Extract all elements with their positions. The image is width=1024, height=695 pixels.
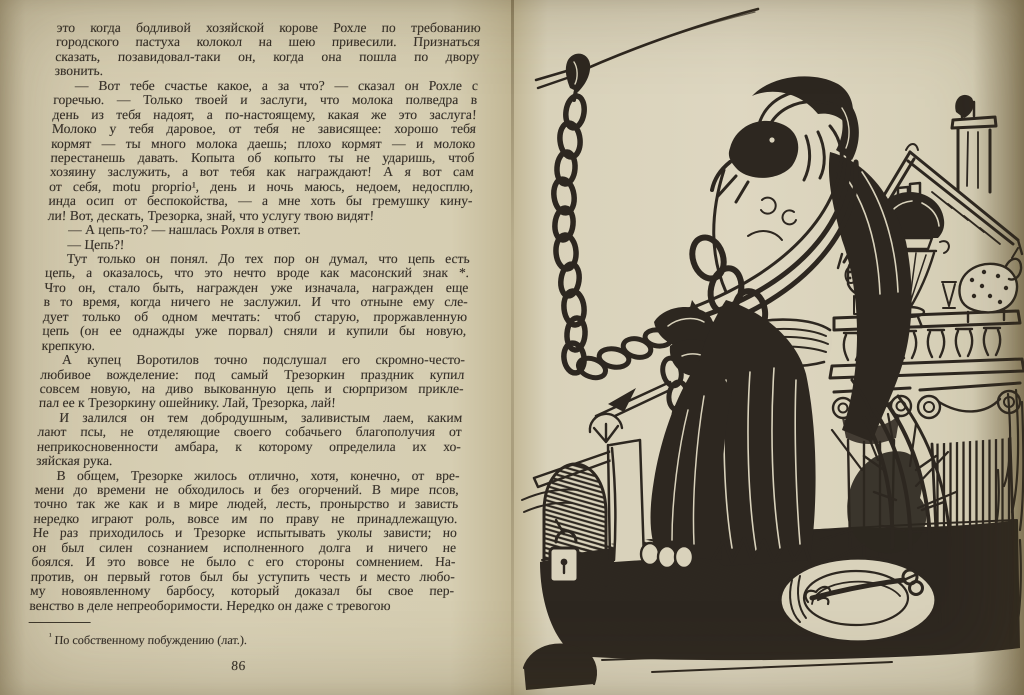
text-line: Не раз приходилось и Трезорке испытывать уколы зависти; но	[32, 525, 458, 541]
text-line: венство в деле непреоборимости. Нередко он даже с тревогою	[29, 597, 392, 613]
text-line: от себя, motu proprio¹, день и ночь маюсь, недоем, недосплю,	[48, 178, 474, 194]
chimney-art	[952, 95, 996, 192]
paragraph	[29, 469, 460, 613]
text-line: В общем, Трезорке жилось отлично, хотя, конечно, от вре-	[56, 467, 460, 483]
column-shaft-right-art	[932, 438, 1016, 626]
text-line: — Вот тебе счастье какое, а за что? — сказал он Рохле с	[74, 77, 479, 93]
footnote-separator	[29, 622, 91, 623]
text-line: перестанешь давать. Копыта об копыто ты не ударишь, чтоб	[50, 149, 475, 165]
text-line: точно так же как и в мире людей, лесть, пронырство и зависть	[33, 496, 459, 512]
paragraph	[41, 252, 470, 353]
text-line: И залился он тем добродушным, заливистым лаем, каким	[58, 409, 463, 425]
text-line: звонить.	[54, 63, 104, 79]
paragraph	[54, 21, 481, 79]
text-line: хозяину заслужить, а вот тебя как награждают! А я вот сам	[49, 164, 475, 180]
text-line: лают псы, не отделяющие своего собачьего благополучия от	[37, 424, 462, 440]
paragraph	[47, 223, 472, 237]
paragraph	[36, 411, 463, 469]
text-line: городского пастуха колокол на шею привесили. Признаться	[55, 34, 481, 50]
text-line: против, он первый готов был бы уступить честь и место любо-	[30, 568, 456, 584]
text-line: дует только об одном мечтать: чтоб старую, проржавленную	[42, 308, 468, 324]
text-line: это когда бодливой хозяйской корове Рохле по требованию	[56, 20, 482, 35]
dog-paw-art	[641, 543, 693, 568]
text-line: зяйская рука.	[35, 453, 113, 469]
text-line: Что он, стало быть, награжден уже изначала, награжден еще	[44, 279, 469, 295]
text-line: нередко играют роль, вовсе им по праву не принадлежащую.	[33, 510, 458, 526]
paragraph	[47, 79, 478, 223]
right-page	[512, 0, 1024, 695]
body-text	[29, 21, 481, 613]
paragraph	[46, 238, 471, 252]
footnote-text: По собственному побуждению (лат.).	[54, 633, 248, 647]
text-line: цепь (он ее однажды уже порвал) сняли и купили бы новую,	[42, 323, 467, 339]
page-number: 86	[231, 658, 247, 673]
text-line: Тут только он понял. До тех пор он думал, что цепь есть	[66, 251, 471, 266]
text-line: А купец Воротилов точно подслушал его скромно-често-	[61, 352, 466, 368]
illustration-dog-with-chain	[512, 0, 1024, 695]
footnote	[27, 629, 452, 647]
footnote-marker: ¹	[48, 630, 52, 641]
column-capital-right-art	[918, 383, 1020, 418]
text-line: пал ее к Трезоркину ошейнику. Лай, Трезорка, лай!	[38, 395, 337, 411]
text-line: му новоявленному барбосу, который доказал бы свое пер-	[29, 583, 455, 599]
text-line: инда осип от беспокойства, — а мне хоть бы гремушку кину-	[48, 193, 473, 209]
wire-art	[570, 9, 758, 76]
text-line: Молоко у тебя даровое, от тебя не зависящее: хорошо тебя	[51, 121, 477, 137]
text-column	[26, 21, 481, 673]
text-line: любивое вожделение: под самый Трезоркин праздник купил	[39, 366, 465, 382]
text-line: крепкую.	[41, 337, 96, 353]
text-line: сказать, позавидовал-таки он, когда она пошла по двору	[54, 48, 480, 64]
text-line: цепь, а оказалось, что это нечто вроде как масонский знак *.	[44, 265, 470, 281]
text-line: боялся. И это вовсе не было с его стороны сомнением. На-	[31, 554, 456, 570]
text-line: кормят — ты много молока даешь; плохо кормят — и молоко	[50, 135, 476, 151]
text-line: горечью. — Только твоей и заслуги, что молока полведра в	[52, 92, 478, 108]
text-line: — Цепь?!	[67, 236, 125, 252]
text-line: неприкосновенности амбара, к которому определила их хо-	[36, 438, 462, 454]
paragraph	[39, 353, 466, 411]
text-line: ли! Вот, дескать, Трезорка, знай, что услугу твою видят!	[47, 207, 375, 223]
text-line: мени до времени не обходилось и без огорчений. В мире псов,	[34, 482, 460, 497]
plate-with-bone-art	[780, 558, 936, 642]
text-line: — А цепь-то? — нашлась Рохля в ответ.	[67, 222, 302, 238]
text-line: день из тебя надоят, а по-настоящему, какая же это заслуга!	[52, 106, 477, 122]
text-line: в то время, когда ничего не заслужил. И что отныне ему сле-	[43, 294, 469, 310]
text-line: он был силен сознанием исполненного долга и ничего не	[31, 539, 457, 555]
text-line: совсем новую, на диво выкованную цепь и сюрпризом прикле-	[39, 380, 465, 396]
